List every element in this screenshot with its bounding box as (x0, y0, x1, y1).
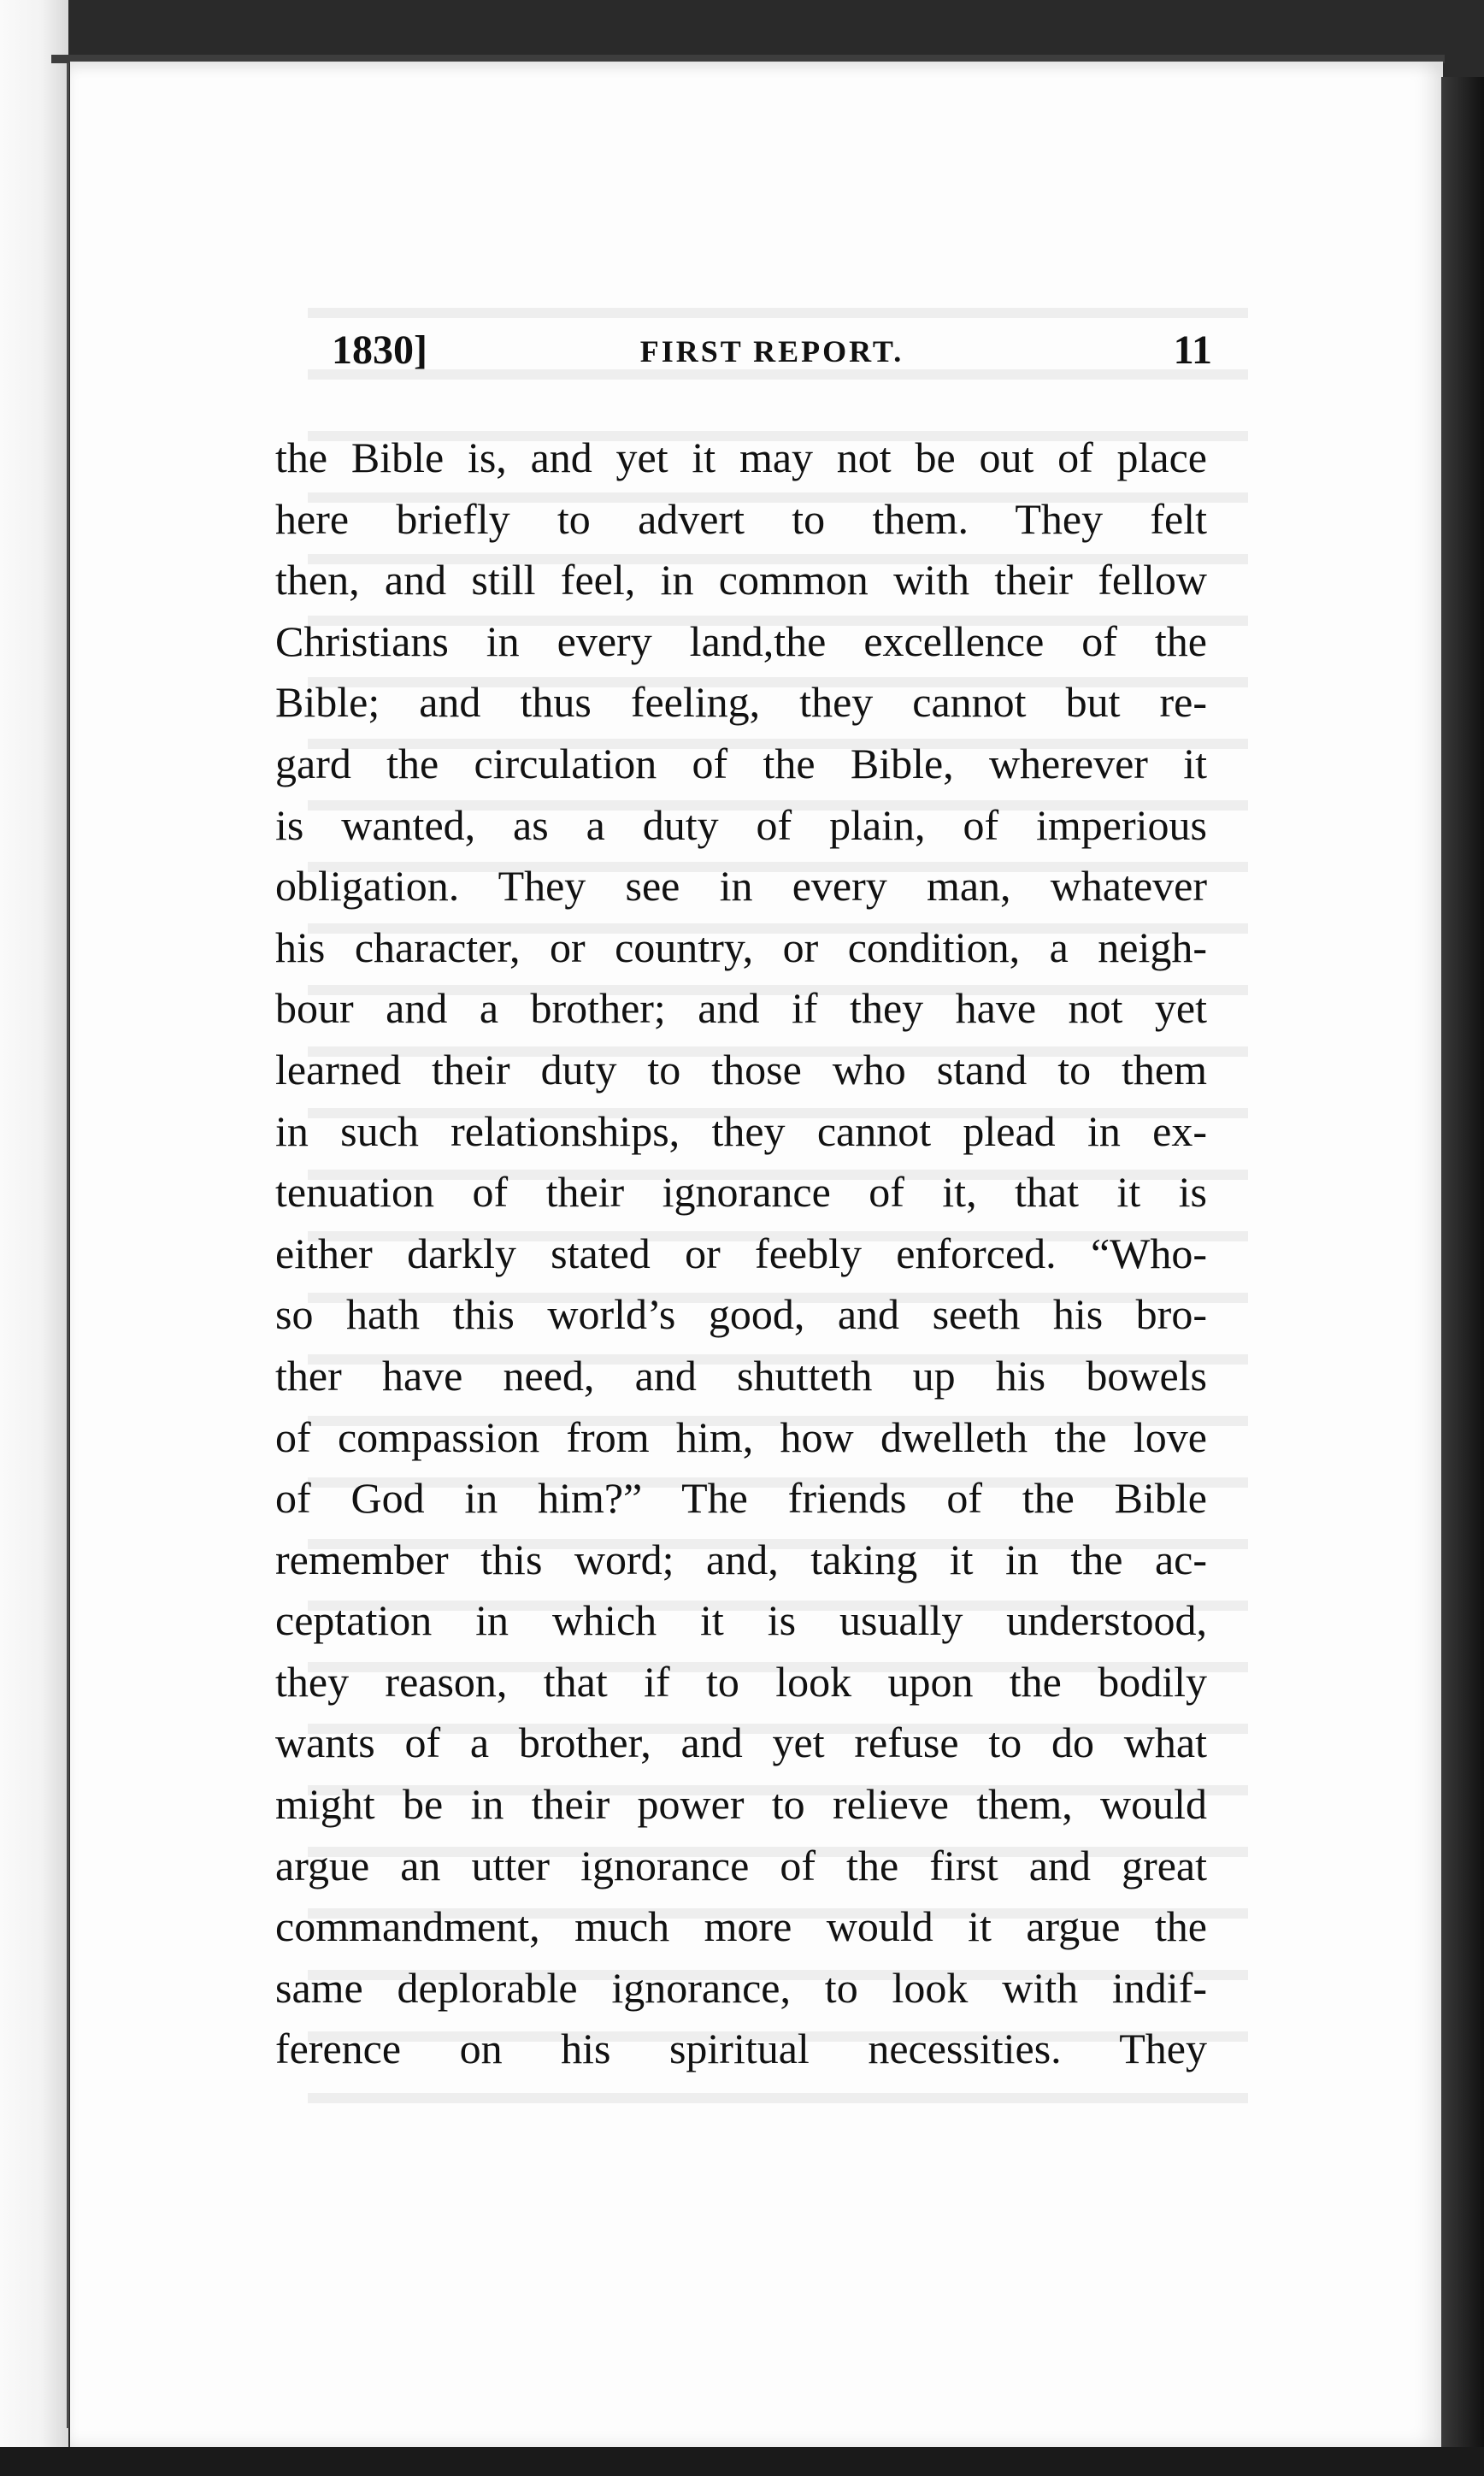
binding-shadow (67, 60, 69, 2428)
text-line: of compassion from him, how dwelleth the love (275, 1412, 1207, 1461)
page-right-shadow (1441, 77, 1484, 2476)
text-line: they reason, that if to look upon the bodily (275, 1657, 1207, 1706)
page-bottom-shadow (0, 2447, 1484, 2476)
facing-page-edge (0, 0, 68, 2476)
text-line: then, and still feel, in common with their fellow (275, 556, 1207, 604)
text-line: so hath this world’s good, and seeth his bro- (275, 1290, 1207, 1339)
text-line: bour and a brother; and if they have not yet (275, 984, 1207, 1033)
text-line: ceptation in which it is usually understood, (275, 1596, 1207, 1645)
text-line: ther have need, and shutteth up his bowels (275, 1351, 1207, 1400)
page-number: 11 (1173, 327, 1212, 373)
text-line: in such relationships, they cannot plead in ex- (275, 1106, 1207, 1155)
text-line: the Bible is, and yet it may not be out of place (275, 433, 1207, 481)
text-line: here briefly to advert to them. They felt (275, 494, 1207, 543)
text-line: commandment, much more would it argue the (275, 1902, 1207, 1951)
running-header (332, 327, 1212, 386)
text-line: obligation. They see in every man, whatever (275, 862, 1207, 911)
text-line: tenuation of their ignorance of it, that it is (275, 1168, 1207, 1217)
text-line: argue an utter ignorance of the first and great (275, 1841, 1207, 1889)
text-line: wants of a brother, and yet refuse to do what (275, 1718, 1207, 1767)
text-line: might be in their power to relieve them, would (275, 1780, 1207, 1829)
body-text (275, 427, 1207, 2080)
text-line: remember this word; and, taking it in the ac- (275, 1535, 1207, 1583)
text-line: is wanted, as a duty of plain, of imperious (275, 800, 1207, 849)
text-line: ference on his spiritual necessities. They (275, 2025, 1207, 2073)
header-year: 1830] (332, 327, 427, 373)
text-line: his character, or country, or condition, a neigh- (275, 923, 1207, 971)
text-line: either darkly stated or feebly enforced. “Who- (275, 1229, 1207, 1277)
text-line: gard the circulation of the Bible, wherever it (275, 739, 1207, 787)
text-line: same deplorable ignorance, to look with indif- (275, 1963, 1207, 2012)
text-line: Bible; and thus feeling, they cannot but re- (275, 678, 1207, 727)
header-running-title: FIRST REPORT. (639, 334, 904, 368)
text-line: of God in him?” The friends of the Bible (275, 1474, 1207, 1523)
text-line: Christians in every land,the excellence of the (275, 616, 1207, 665)
text-line: learned their duty to those who stand to them (275, 1045, 1207, 1094)
